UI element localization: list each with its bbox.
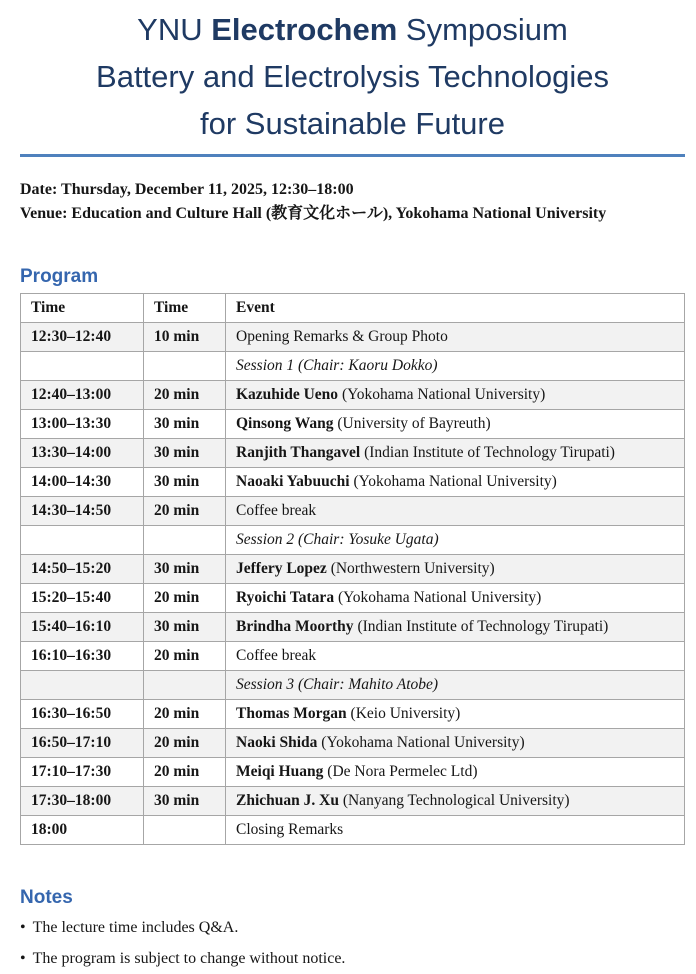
event-cell <box>226 584 685 613</box>
program-heading: Program <box>20 266 99 287</box>
time-cell: 15:40–16:10 <box>21 613 144 642</box>
table-row <box>21 642 685 671</box>
speaker-name: Thomas Morgan <box>236 705 347 722</box>
event-cell: Session 2 (Chair: Yosuke Ugata) <box>226 526 685 555</box>
column-header-event: Event <box>226 294 685 323</box>
time-cell: 14:50–15:20 <box>21 555 144 584</box>
duration-cell: 30 min <box>144 787 226 816</box>
event-cell: Coffee break <box>226 642 685 671</box>
event-cell: Coffee break <box>226 497 685 526</box>
duration-cell: 30 min <box>144 439 226 468</box>
speaker-affiliation: (Keio University) <box>346 705 461 722</box>
duration-cell <box>144 526 226 555</box>
time-cell: 17:10–17:30 <box>21 758 144 787</box>
table-header-row <box>21 294 685 323</box>
bullet-glyph: • <box>20 919 26 936</box>
speaker-name: Qinsong Wang <box>236 415 334 432</box>
time-cell: 16:30–16:50 <box>21 700 144 729</box>
speaker-affiliation: (University of Bayreuth) <box>333 415 491 432</box>
speaker-affiliation: (Yokohama National University) <box>338 386 546 403</box>
time-cell: 16:10–16:30 <box>21 642 144 671</box>
time-cell <box>21 352 144 381</box>
speaker-affiliation: (Yokohama National University) <box>349 473 557 490</box>
event-cell <box>226 613 685 642</box>
speaker-name: Ryoichi Tatara <box>236 589 335 606</box>
title-line1-bold: Electrochem <box>211 12 398 47</box>
table-row <box>21 758 685 787</box>
speaker-affiliation: (Yokohama National University) <box>334 589 542 606</box>
page-title <box>20 6 685 147</box>
table-row <box>21 439 685 468</box>
time-cell: 13:30–14:00 <box>21 439 144 468</box>
table-row <box>21 613 685 642</box>
duration-cell: 20 min <box>144 700 226 729</box>
duration-cell: 20 min <box>144 758 226 787</box>
event-cell <box>226 410 685 439</box>
event-cell <box>226 468 685 497</box>
event-cell: Session 3 (Chair: Mahito Atobe) <box>226 671 685 700</box>
duration-cell <box>144 671 226 700</box>
event-cell <box>226 729 685 758</box>
speaker-name: Naoaki Yabuuchi <box>236 473 350 490</box>
notes-heading: Notes <box>20 887 73 908</box>
table-row <box>21 729 685 758</box>
date-label: Date: <box>20 181 58 198</box>
title-line-1 <box>137 12 568 47</box>
speaker-affiliation: (Indian Institute of Technology Tirupati) <box>353 618 609 635</box>
table-row <box>21 816 685 845</box>
speaker-affiliation: (De Nora Permelec Ltd) <box>323 763 478 780</box>
event-meta <box>20 178 685 225</box>
table-row <box>21 381 685 410</box>
time-cell: 14:00–14:30 <box>21 468 144 497</box>
note-item <box>20 947 685 970</box>
event-cell <box>226 758 685 787</box>
title-line1-prefix: YNU <box>137 12 212 47</box>
event-cell: Closing Remarks <box>226 816 685 845</box>
note-text: The lecture time includes Q&A. <box>32 919 239 936</box>
table-row <box>21 468 685 497</box>
speaker-affiliation: (Indian Institute of Technology Tirupati) <box>360 444 615 461</box>
title-line-2: Battery and Electrolysis Technologies <box>96 59 609 94</box>
time-cell: 14:30–14:50 <box>21 497 144 526</box>
speaker-name: Kazuhide Ueno <box>236 386 339 403</box>
duration-cell: 20 min <box>144 381 226 410</box>
time-cell: 12:40–13:00 <box>21 381 144 410</box>
date-line <box>20 178 685 201</box>
duration-cell: 20 min <box>144 584 226 613</box>
note-item <box>20 916 685 939</box>
speaker-name: Zhichuan J. Xu <box>236 792 339 809</box>
date-value: Thursday, December 11, 2025, 12:30–18:00 <box>61 181 354 198</box>
time-cell <box>21 526 144 555</box>
speaker-affiliation: (Yokohama National University) <box>317 734 525 751</box>
title-line1-suffix: Symposium <box>397 12 568 47</box>
table-row <box>21 555 685 584</box>
time-cell: 18:00 <box>21 816 144 845</box>
time-cell: 16:50–17:10 <box>21 729 144 758</box>
speaker-name: Jeffery Lopez <box>236 560 327 577</box>
column-header-duration: Time <box>144 294 226 323</box>
time-cell: 13:00–13:30 <box>21 410 144 439</box>
table-row <box>21 410 685 439</box>
speaker-name: Brindha Moorthy <box>236 618 354 635</box>
table-row <box>21 700 685 729</box>
event-cell <box>226 700 685 729</box>
event-cell: Opening Remarks & Group Photo <box>226 323 685 352</box>
duration-cell: 30 min <box>144 410 226 439</box>
duration-cell: 30 min <box>144 555 226 584</box>
duration-cell: 20 min <box>144 729 226 758</box>
duration-cell: 20 min <box>144 497 226 526</box>
duration-cell: 30 min <box>144 468 226 497</box>
duration-cell <box>144 352 226 381</box>
note-text: The program is subject to change without notice. <box>32 950 346 967</box>
duration-cell: 10 min <box>144 323 226 352</box>
column-header-time-range: Time <box>21 294 144 323</box>
notes-list <box>20 916 685 970</box>
event-cell <box>226 787 685 816</box>
time-cell: 12:30–12:40 <box>21 323 144 352</box>
duration-cell <box>144 816 226 845</box>
title-line-3: for Sustainable Future <box>199 106 505 141</box>
duration-cell: 20 min <box>144 642 226 671</box>
bullet-glyph: • <box>20 950 26 967</box>
speaker-name: Meiqi Huang <box>236 763 324 780</box>
session-row <box>21 352 685 381</box>
duration-cell: 30 min <box>144 613 226 642</box>
event-cell <box>226 439 685 468</box>
table-row <box>21 584 685 613</box>
program-table <box>20 293 685 845</box>
time-cell: 17:30–18:00 <box>21 787 144 816</box>
table-row <box>21 497 685 526</box>
venue-label: Venue: <box>20 205 68 222</box>
speaker-name: Ranjith Thangavel <box>236 444 361 461</box>
time-cell <box>21 671 144 700</box>
event-cell <box>226 381 685 410</box>
table-row <box>21 323 685 352</box>
session-row <box>21 671 685 700</box>
event-cell <box>226 555 685 584</box>
time-cell: 15:20–15:40 <box>21 584 144 613</box>
table-row <box>21 787 685 816</box>
speaker-affiliation: (Nanyang Technological University) <box>338 792 570 809</box>
venue-line <box>20 202 685 225</box>
speaker-affiliation: (Northwestern University) <box>326 560 495 577</box>
speaker-name: Naoki Shida <box>236 734 318 751</box>
title-divider <box>20 154 685 157</box>
venue-value: Education and Culture Hall (教育文化ホール), Yokohama National University <box>71 205 607 222</box>
event-cell: Session 1 (Chair: Kaoru Dokko) <box>226 352 685 381</box>
session-row <box>21 526 685 555</box>
